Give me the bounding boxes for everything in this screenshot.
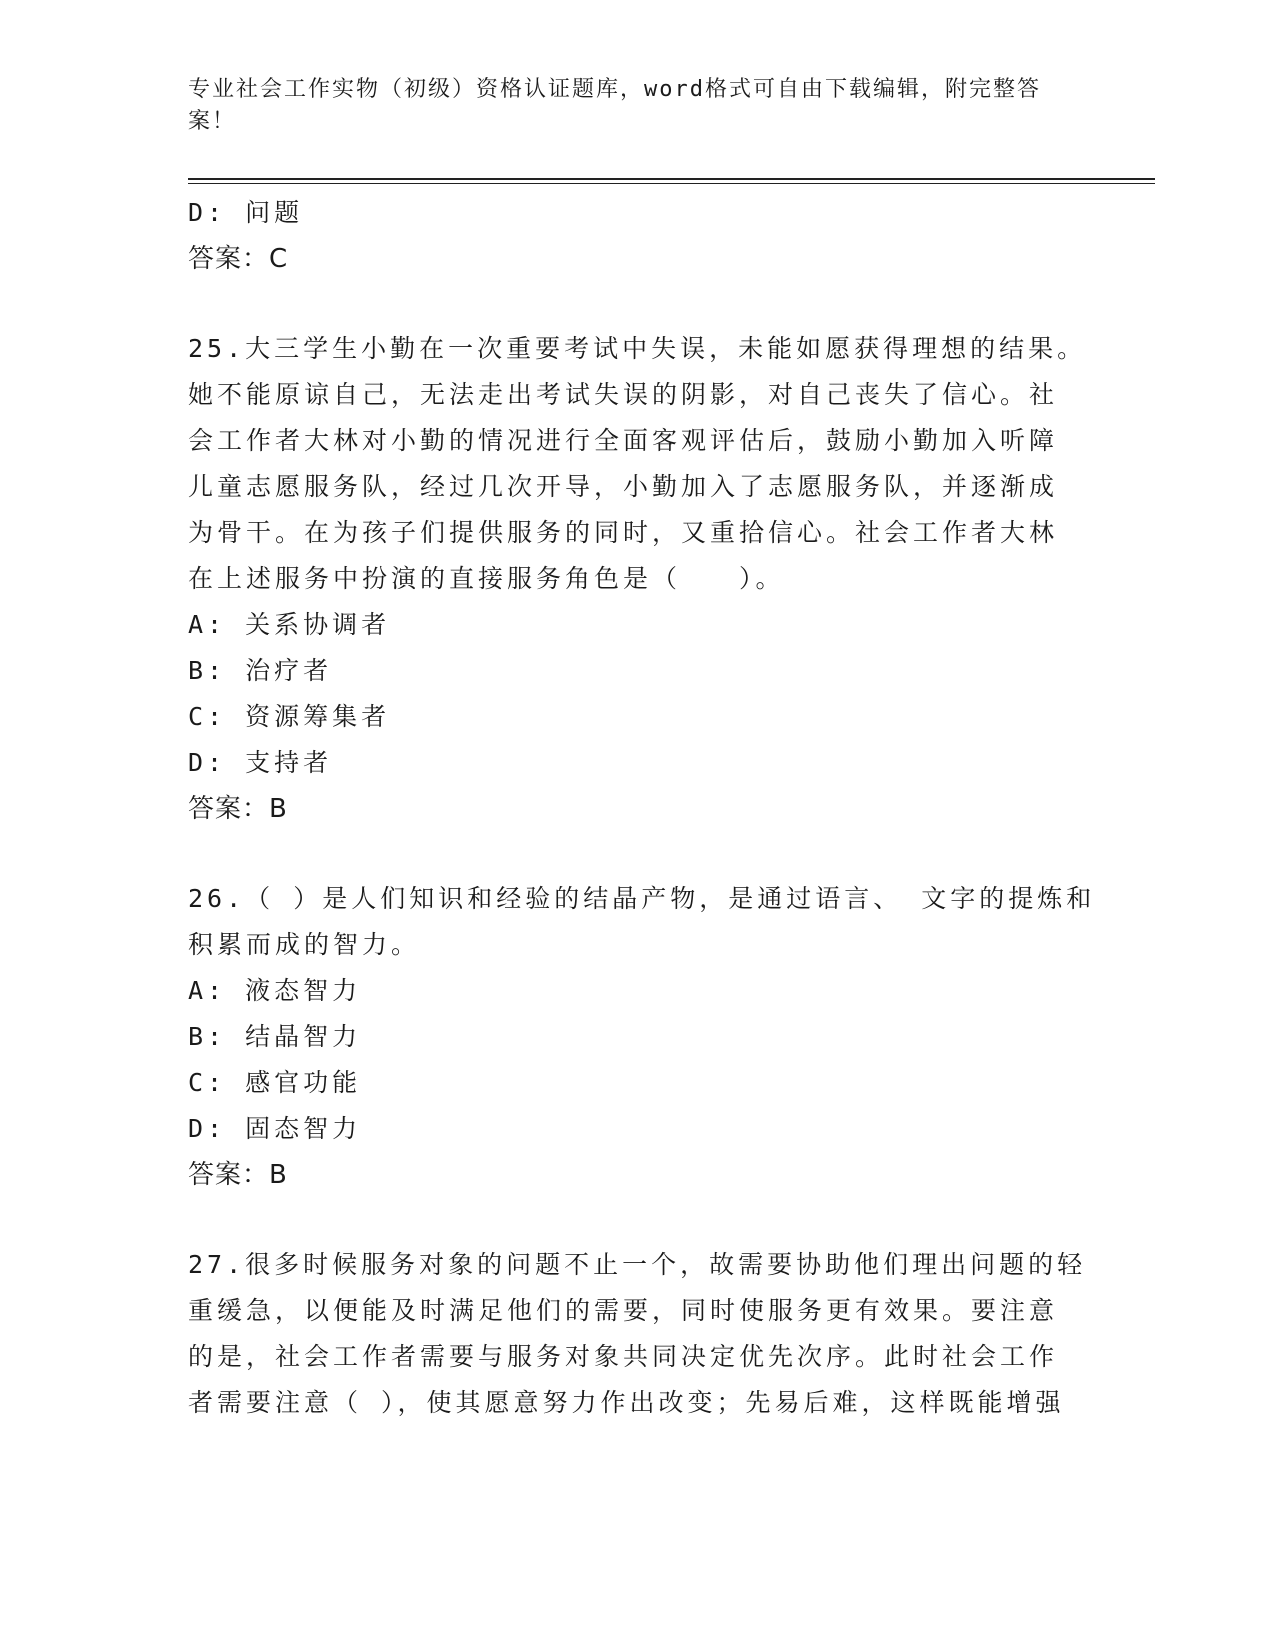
header-divider-thick — [188, 178, 1155, 180]
q25-stem-line: 她不能原谅自己，无法走出考试失误的阴影，对自己丧失了信心。社 — [188, 380, 1059, 409]
q24-option-d: D: 问题 — [188, 198, 304, 227]
q26-option-b: B: 结晶智力 — [188, 1022, 362, 1051]
q25-option-d: D: 支持者 — [188, 748, 333, 777]
q25-stem-line: 儿童志愿服务队，经过几次开导，小勤加入了志愿服务队，并逐渐成 — [188, 472, 1059, 501]
q27-stem — [188, 1242, 1088, 1426]
q26-answer: 答案：B — [188, 1160, 288, 1190]
q26-option-a: A: 液态智力 — [188, 976, 362, 1005]
question-content — [188, 190, 1096, 1426]
q25-stem — [188, 326, 1088, 602]
q26-option-c: C: 感官功能 — [188, 1068, 362, 1097]
q25-option-c: C: 资源筹集者 — [188, 702, 391, 731]
q27-stem-line: 27.很多时候服务对象的问题不止一个，故需要协助他们理出问题的轻 — [188, 1250, 1087, 1279]
header-divider-thin — [188, 183, 1155, 184]
q27-stem-line: 的是，社会工作者需要与服务对象共同决定优先次序。此时社会工作 — [188, 1342, 1059, 1371]
q25-option-a: A: 关系协调者 — [188, 610, 391, 639]
q26-option-d: D: 固态智力 — [188, 1114, 362, 1143]
q27-stem-line: 重缓急，以便能及时满足他们的需要，同时使服务更有效果。要注意 — [188, 1296, 1059, 1325]
q25-option-b: B: 治疗者 — [188, 656, 333, 685]
q24-answer: 答案：C — [188, 244, 289, 274]
q26-stem-line: 积累而成的智力。 — [188, 930, 421, 959]
q25-stem-line: 25.大三学生小勤在一次重要考试中失误，未能如愿获得理想的结果。 — [188, 334, 1087, 363]
document-header: 专业社会工作实物（初级）资格认证题库，word格式可自由下载编辑，附完整答案！ — [188, 77, 1041, 134]
q25-stem-line: 会工作者大林对小勤的情况进行全面客观评估后，鼓励小勤加入听障 — [188, 426, 1059, 455]
q25-stem-line: 为骨干。在为孩子们提供服务的同时，又重拾信心。社会工作者大林 — [188, 518, 1059, 547]
q25-stem-line: 在上述服务中扮演的直接服务角色是（ ）。 — [188, 564, 785, 593]
q26-stem-line: 26.（ ）是人们知识和经验的结晶产物，是通过语言、 文字的提炼和 — [188, 884, 1096, 913]
q27-stem-line: 者需要注意（ ），使其愿意努力作出改变；先易后难，这样既能增强 — [188, 1388, 1065, 1417]
q25-answer: 答案：B — [188, 794, 288, 824]
q26-stem — [188, 876, 1096, 968]
